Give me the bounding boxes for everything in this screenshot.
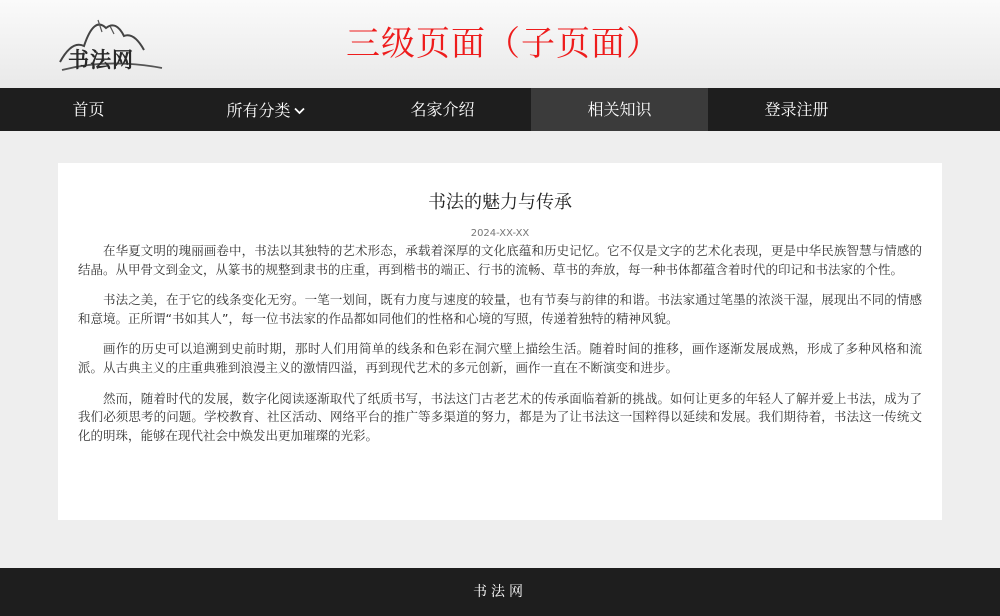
page-banner: 三级页面（子页面）	[346, 24, 661, 64]
nav-item-home[interactable]	[0, 88, 177, 131]
site-header	[0, 0, 1000, 88]
article-date: 2024-XX-XX	[470, 228, 530, 239]
site-footer	[0, 568, 1000, 616]
article-paragraph: 在华夏文明的瑰丽画卷中，书法以其独特的艺术形态，承载着深厚的文化底蕴和历史记忆。它不仅是文字的艺术化表现，更是中华民族智慧与情感的结晶。从甲骨文到金文，从篆书的规整到隶书的庄重，再到楷书的端正、行书的流畅、草书的奔放，每一种书体都蕴含着时代的印记和书法家的个性。	[78, 243, 922, 277]
footer-text: 书法网	[473, 584, 527, 600]
article-title: 书法的魅力与传承	[428, 192, 572, 213]
nav-item-famous-calligraphers[interactable]	[354, 88, 531, 131]
nav-item-login-register[interactable]	[708, 88, 885, 131]
nav-item-label: 名家介绍	[410, 100, 475, 119]
nav-item-all-categories[interactable]	[177, 88, 354, 131]
nav-item-label: 所有分类	[226, 101, 291, 120]
article-paragraph: 书法之美，在于它的线条变化无穷。一笔一划间，既有力度与速度的较量，也有节奏与韵律的和谐。书法家通过笔墨的浓淡干湿，展现出不同的情感和意境。正所谓“书如其人”，每一位书法家的作品都如同他们的性格和心境的写照，传递着独特的精神风貌。	[78, 292, 922, 326]
site-logo[interactable]	[58, 10, 168, 78]
main-nav	[0, 88, 1000, 131]
article-card	[58, 163, 942, 520]
nav-item-related-knowledge[interactable]	[531, 88, 708, 131]
nav-item-label: 登录注册	[764, 100, 829, 119]
nav-item-label: 首页	[72, 100, 105, 119]
article-paragraph: 画作的历史可以追溯到史前时期，那时人们用简单的线条和色彩在洞穴壁上描绘生活。随着时间的推移，画作逐渐发展成熟，形成了多种风格和流派。从古典主义的庄重典雅到浪漫主义的激情四溢，再到现代艺术的多元创新，画作一直在不断演变和进步。	[78, 341, 922, 375]
nav-item-label: 相关知识	[587, 100, 652, 119]
article-paragraph: 然而，随着时代的发展，数字化阅读逐渐取代了纸质书写，书法这门古老艺术的传承面临着新的挑战。如何让更多的年轻人了解并爱上书法，成为了我们必须思考的问题。学校教育、社区活动、网络平台的推广等多渠道的努力，都是为了让书法这一国粹得以延续和发展。我们期待着，书法这一传统文化的明珠，能够在现代社会中焕发出更加璀璨的光彩。	[78, 390, 922, 443]
chevron-down-icon	[294, 88, 305, 131]
logo-text: 书法网	[68, 47, 134, 72]
